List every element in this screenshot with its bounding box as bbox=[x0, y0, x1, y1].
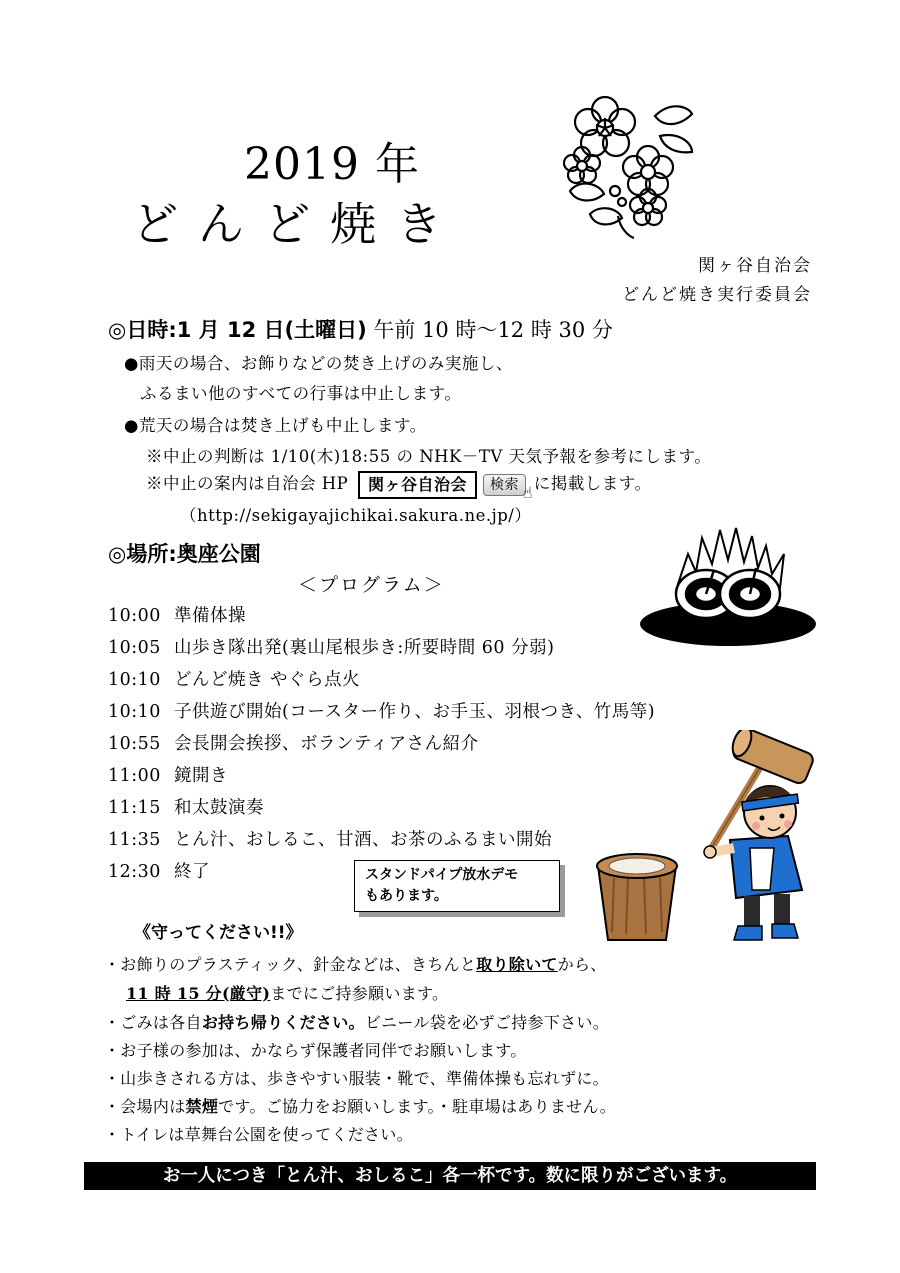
rule-5-text: ・会場内は bbox=[104, 1097, 186, 1116]
rule-6: ・トイレは草舞台公園を使ってください。 bbox=[104, 1125, 413, 1144]
pointer-cursor-icon: ☝ bbox=[522, 482, 534, 502]
note-url: （http://sekigayajichikai.sakura.ne.jp/） bbox=[180, 506, 532, 525]
datetime-time: 午前 10 時～12 時 30 分 bbox=[373, 318, 613, 342]
rule-5 bbox=[104, 1094, 616, 1117]
daruma-fire-icon bbox=[638, 524, 818, 650]
rule-5-end: です。ご協力をお願いします。・駐車場はありません。 bbox=[218, 1097, 617, 1116]
program-time: 11:00 bbox=[108, 766, 161, 786]
program-item bbox=[108, 602, 246, 627]
program-activity: 山歩き隊出発(裏山尾根歩き:所要時間 60 分弱) bbox=[174, 638, 555, 658]
program-time: 10:55 bbox=[108, 734, 161, 754]
plum-blossom-icon bbox=[560, 96, 700, 241]
program-activity: とん汁、おしるこ、甘酒、お茶のふるまい開始 bbox=[174, 830, 552, 850]
organizer-1: 関ヶ谷自治会 bbox=[698, 256, 812, 276]
event-datetime bbox=[108, 314, 613, 344]
program-item bbox=[108, 762, 228, 787]
search-keyword-box: 関ヶ谷自治会 bbox=[358, 471, 477, 499]
program-activity: 鏡開き bbox=[174, 766, 228, 786]
page-title: どんど焼き bbox=[132, 197, 462, 251]
event-place: ◎場所:奥座公園 bbox=[108, 542, 261, 566]
rule-4: ・山歩きされる方は、歩きやすい服装・靴で、準備体操も忘れずに。 bbox=[104, 1069, 609, 1088]
note-hp bbox=[146, 470, 652, 502]
usu-mortar-icon bbox=[594, 848, 680, 944]
rule-1-text: ・お飾りのプラスティック、針金などは、きちんと bbox=[104, 955, 477, 974]
rule-1-end: から、 bbox=[557, 955, 607, 974]
note-rain-1: ●雨天の場合、お飾りなどの焚き上げのみ実施し、 bbox=[124, 354, 513, 373]
program-activity: どんど焼き やぐら点火 bbox=[174, 670, 361, 690]
search-button-label: 検索 bbox=[490, 476, 520, 493]
program-item bbox=[108, 858, 210, 883]
deadline-text: までにご持参願います。 bbox=[270, 984, 449, 1003]
note-decision: ※中止の判断は 1/10(木)18:55 の NHK－TV 天気予報を参考にします。 bbox=[146, 447, 712, 466]
note-storm: ●荒天の場合は焚き上げも中止します。 bbox=[124, 416, 427, 435]
program-item bbox=[108, 794, 264, 819]
rule-2-text: ・ごみは各自 bbox=[104, 1013, 202, 1032]
program-time: 12:30 bbox=[108, 862, 161, 882]
program-title: ＜プログラム＞ bbox=[298, 574, 445, 596]
program-activity: 終了 bbox=[174, 862, 210, 882]
callout-line-1: スタンドパイプ放水デモ bbox=[365, 867, 519, 883]
program-item bbox=[108, 730, 479, 755]
program-activity: 和太鼓演奏 bbox=[174, 798, 264, 818]
callout-line-2: もあります。 bbox=[365, 888, 448, 904]
rule-1-deadline bbox=[126, 981, 448, 1004]
program-time: 10:05 bbox=[108, 638, 161, 658]
program-activity: 準備体操 bbox=[174, 606, 246, 626]
title-year: 2019 年 bbox=[244, 139, 420, 190]
rule-1-emphasis: 取り除いて bbox=[476, 955, 558, 974]
standpipe-demo-callout bbox=[354, 860, 560, 912]
footer-banner: お一人につき「とん汁、おしるこ」各一杯です。数に限りがございます。 bbox=[84, 1162, 816, 1190]
mochi-pounding-kid-icon bbox=[690, 730, 820, 950]
program-time: 11:35 bbox=[108, 830, 161, 850]
program-item bbox=[108, 666, 360, 691]
program-item bbox=[108, 634, 554, 659]
program-time: 10:00 bbox=[108, 606, 161, 626]
rule-2-emphasis: お持ち帰りください。 bbox=[201, 1013, 365, 1032]
note-rain-2: ふるまい他のすべての行事は中止します。 bbox=[140, 384, 462, 403]
rule-1 bbox=[104, 952, 607, 975]
program-time: 10:10 bbox=[108, 702, 161, 722]
program-time: 11:15 bbox=[108, 798, 161, 818]
program-activity: 子供遊び開始(コースター作り、お手玉、羽根つき、竹馬等) bbox=[174, 702, 656, 722]
rules-title: 《守ってください!!》 bbox=[134, 923, 303, 943]
program-activity: 会長開会挨拶、ボランティアさん紹介 bbox=[174, 734, 479, 754]
datetime-label: ◎日時:1 月 12 日(土曜日) bbox=[108, 318, 367, 342]
rule-5-emphasis: 禁煙 bbox=[185, 1097, 219, 1116]
rule-3: ・お子様の参加は、かならず保護者同伴でお願いします。 bbox=[104, 1041, 527, 1060]
program-item bbox=[108, 698, 655, 723]
deadline-time: 11 時 15 分(厳守) bbox=[126, 984, 271, 1003]
rule-2-end: ビニール袋を必ずご持参下さい。 bbox=[364, 1013, 610, 1032]
note-hp-prefix: ※中止の案内は自治会 HP bbox=[146, 474, 349, 493]
search-button bbox=[483, 474, 534, 502]
rule-2 bbox=[104, 1010, 609, 1033]
organizer-2: どんど焼き実行委員会 bbox=[622, 285, 812, 305]
note-hp-suffix: に掲載します。 bbox=[533, 474, 652, 493]
program-item bbox=[108, 826, 552, 851]
program-time: 10:10 bbox=[108, 670, 161, 690]
